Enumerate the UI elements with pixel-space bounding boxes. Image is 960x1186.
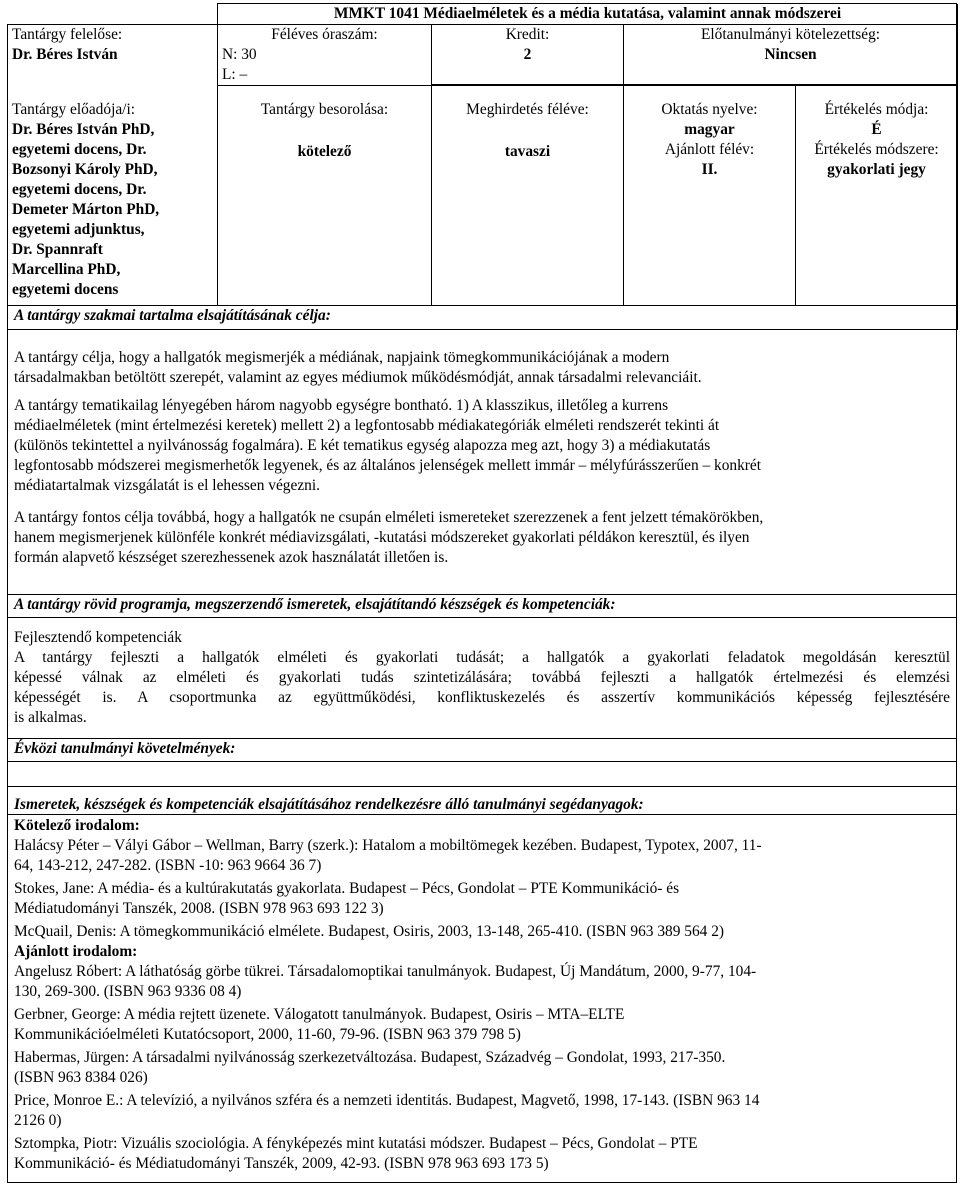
- mandatory-item-3: McQuail, Denis: A tömegkommunikáció elmélete. Budapest, Osiris, 2003, 13-148, 265-410. (ISBN 963 389 564 2): [14, 923, 725, 940]
- goal-p2-line-4: legfontosabb módszerei megismerhetők legyenek, és az általános jelenségek mellett immár – mélyfúrásszerűen – konkrét: [14, 457, 762, 474]
- recommended-item-3-line-2: (ISBN 963 8384 026): [14, 1069, 148, 1086]
- evaluation-cell: [796, 86, 958, 306]
- mandatory-item-2-line-2: Médiatudományi Tanszék, 2008. (ISBN 978 963 693 122 3): [14, 900, 384, 917]
- recommended-item-5-line-1: Sztompka, Piotr: Vizuális szociológia. A fényképezés mint kutatási módszer. Budapest – Pécs, Gondolat – PTE: [14, 1135, 698, 1152]
- mandatory-item-2: [14, 879, 950, 919]
- semester-label: Ajánlott félév:: [664, 141, 755, 158]
- program-line-4: is alkalmas.: [14, 709, 87, 726]
- prereq-label: Előtanulmányi kötelezettség:: [700, 25, 881, 43]
- recommended-item-4: [14, 1091, 950, 1131]
- lecturer-line-5: Demeter Márton PhD,: [12, 200, 160, 218]
- mandatory-label: Kötelező irodalom:: [14, 817, 140, 834]
- goal-p2-line-1: A tantárgy tematikailag lényegében három nagyobb egységre bontható. 1) A klasszikus, illetőleg a kurrens: [14, 397, 669, 414]
- language-cell: [624, 86, 796, 306]
- classification-label: Tantárgy besorolása:: [260, 101, 389, 118]
- program-section: [7, 628, 957, 728]
- recommended-item-4-line-2: 2126 0): [14, 1112, 62, 1129]
- lecturers-cell: [8, 86, 218, 306]
- goal-p1-line-2: társadalmakban betöltött szerepét, valamint az egyes médiumok működésmódját, annak társadalmi relevanciáit.: [14, 369, 702, 386]
- mandatory-item-1-line-1: Halácsy Péter – Vályi Gábor – Wellman, Barry (szerk.): Hatalom a mobiltömegek kezében. Budapest, Typotex, 2007, 11-: [14, 837, 762, 854]
- evaluation-method-value: gyakorlati jegy: [827, 161, 926, 178]
- recommended-item-5-line-2: Kommunikáció- és Médiatudományi Tanszék, 2009, 42-93. (ISBN 978 963 693 173 5): [14, 1155, 549, 1172]
- lecturer-line-3: Bozsonyi Károly PhD,: [12, 160, 158, 178]
- hours-n: N: 30: [222, 45, 257, 63]
- literature-heading: Ismeretek, készségek és kompetenciák elsajátításához rendelkezésre álló tanulmányi segédanyagok:: [7, 795, 957, 815]
- program-heading: A tantárgy rövid programja, megszerzendő ismeretek, elsajátítandó készségek és kompetenciák:: [7, 595, 957, 617]
- mandatory-item-1-line-2: 64, 143-212, 247-282. (ISBN -10: 963 9664 36 7): [14, 857, 322, 874]
- evaluation-label: Értékelés módja:: [824, 101, 929, 118]
- lecturer-line-7: Dr. Spannraft: [12, 240, 103, 258]
- classification-cell: [218, 86, 432, 306]
- goal-p3-line-1: A tantárgy fontos célja továbbá, hogy a hallgatók ne csupán elméleti ismereteket szerezzenek a fent jelzett témakörökben,: [14, 509, 764, 526]
- goal-p2-line-2: médiaelméletek (mint értelmezési keretek) mellett 2) a legfontosabb médiakategóriák elméleti rendszerét tekinti át: [14, 417, 720, 434]
- prereq-cell: [624, 24, 958, 85]
- mandatory-item-1: [14, 836, 950, 876]
- evaluation-method-label: Értékelés módszere:: [814, 141, 939, 158]
- recommended-item-2-line-1: Gerbner, George: A média rejtett üzenete. Válogatott tanulmányok. Budapest, Osiris – MTA–ELTE: [14, 1006, 625, 1023]
- prereq-value: Nincsen: [764, 45, 817, 63]
- goal-p3-line-3: formán alapvető készséget szerezhessenek azok használatát illetően is.: [14, 549, 449, 566]
- recommended-item-3-line-1: Habermas, Jürgen: A társadalmi nyilvánosság szerkezetváltozása. Budapest, Századvég – Gondolat, 1993, 217-350.: [14, 1049, 726, 1066]
- lecturer-line-1: Dr. Béres István PhD,: [12, 120, 155, 138]
- hours-cell: [218, 24, 432, 85]
- program-line-2: képessé válnak az elméleti és gyakorlati tudás szintetizálására; továbbá fejleszti a hallgatók értelmezési és elemzési: [14, 669, 950, 686]
- responsible-label: Tantárgy felelőse:: [12, 25, 123, 43]
- requirements-heading: Évközi tanulmányi követelmények:: [7, 739, 957, 761]
- goal-heading: A tantárgy szakmai tartalma elsajátításának célja:: [8, 306, 958, 330]
- lecturer-line-4: egyetemi docens, Dr.: [12, 180, 147, 198]
- lecturer-line-8: Marcellina PhD,: [12, 260, 121, 278]
- classification-value: kötelező: [297, 143, 352, 160]
- hours-l: L: –: [222, 65, 248, 83]
- evaluation-value: É: [871, 121, 882, 138]
- literature-section: [7, 816, 957, 1174]
- recommended-item-1-line-2: 130, 269-300. (ISBN 963 9336 08 4): [14, 983, 242, 1000]
- recommended-item-3: [14, 1048, 950, 1088]
- recommended-item-4-line-1: Price, Monroe E.: A televízió, a nyilvános szféra és a nemzeti identitás. Budapest, Magvető, 1998, 17-143. (ISBN 963 14: [14, 1092, 760, 1109]
- goal-p3-line-2: hanem megismerjenek különféle konkrét médiavizsgálati, -kutatási módszereket gyakorlati példákon keresztül, és ilyen: [14, 529, 750, 546]
- announce-value: tavaszi: [504, 143, 551, 160]
- lecturer-line-6: egyetemi adjunktus,: [12, 220, 145, 238]
- recommended-item-2-line-2: Kommunikációelméleti Kutatócsoport, 2000, 11-60, 79-96. (ISBN 963 379 798 5): [14, 1026, 521, 1043]
- recommended-item-2: [14, 1005, 950, 1045]
- hours-label: Féléves óraszám:: [271, 25, 378, 43]
- responsible-name: Dr. Béres István: [12, 45, 118, 63]
- credit-value: 2: [523, 45, 532, 63]
- lecturers-label: Tantárgy előadója/i:: [12, 100, 136, 118]
- language-label: Oktatás nyelve:: [661, 101, 758, 118]
- goal-p1-line-1: A tantárgy célja, hogy a hallgatók megismerjék a médiának, napjaink tömegkommunikációjának a modern: [14, 349, 670, 366]
- credit-label: Kredit:: [505, 25, 550, 43]
- goal-p2-line-5: médiatartalmak vizsgálatát is el lehessen végezni.: [14, 477, 320, 494]
- semester-value: II.: [701, 161, 718, 178]
- recommended-item-1-line-1: Angelusz Róbert: A láthatóság görbe tükrei. Társadalomoptikai tanulmányok. Budapest, Új Mandátum, 2000, 9-77, 104-: [14, 963, 757, 980]
- program-line-3: képességét is. A csoportmunka az együttműködési, konfliktuskezelés és asszertív kommunikációs képesség fejlesztésére: [14, 689, 950, 706]
- mandatory-item-2-line-1: Stokes, Jane: A média- és a kultúrakutatás gyakorlata. Budapest – Pécs, Gondolat – PTE Kommunikáció- és: [14, 880, 680, 897]
- goal-p2-line-3: (különös tekintettel a nyilvánosság fogalmára). E két tematikus egység alapozza meg azt, hogy 3) a médiakutatás: [14, 437, 711, 454]
- announce-cell: [432, 86, 624, 306]
- lecturer-line-2: egyetemi docens, Dr.: [12, 140, 147, 158]
- recommended-item-5: [14, 1134, 950, 1174]
- announce-label: Meghirdetés féléve:: [466, 101, 589, 118]
- course-title: MMKT 1041 Médiaelméletek és a média kutatása, valamint annak módszerei: [218, 4, 958, 25]
- program-line-1: A tantárgy fejleszti a hallgatók elméleti és gyakorlati tudását; a hallgatók a gyakorlati feladatok megoldásán keresztül: [14, 649, 950, 666]
- competence-subheading: Fejlesztendő kompetenciák: [14, 629, 182, 646]
- language-value: magyar: [684, 121, 735, 138]
- course-header-table: [7, 3, 958, 330]
- lecturer-line-9: egyetemi docens: [12, 280, 119, 298]
- responsible-cell: [8, 24, 218, 86]
- credit-cell: [432, 24, 624, 85]
- goal-section: [7, 348, 957, 568]
- recommended-label: Ajánlott irodalom:: [14, 943, 138, 960]
- recommended-item-1: [14, 962, 950, 1002]
